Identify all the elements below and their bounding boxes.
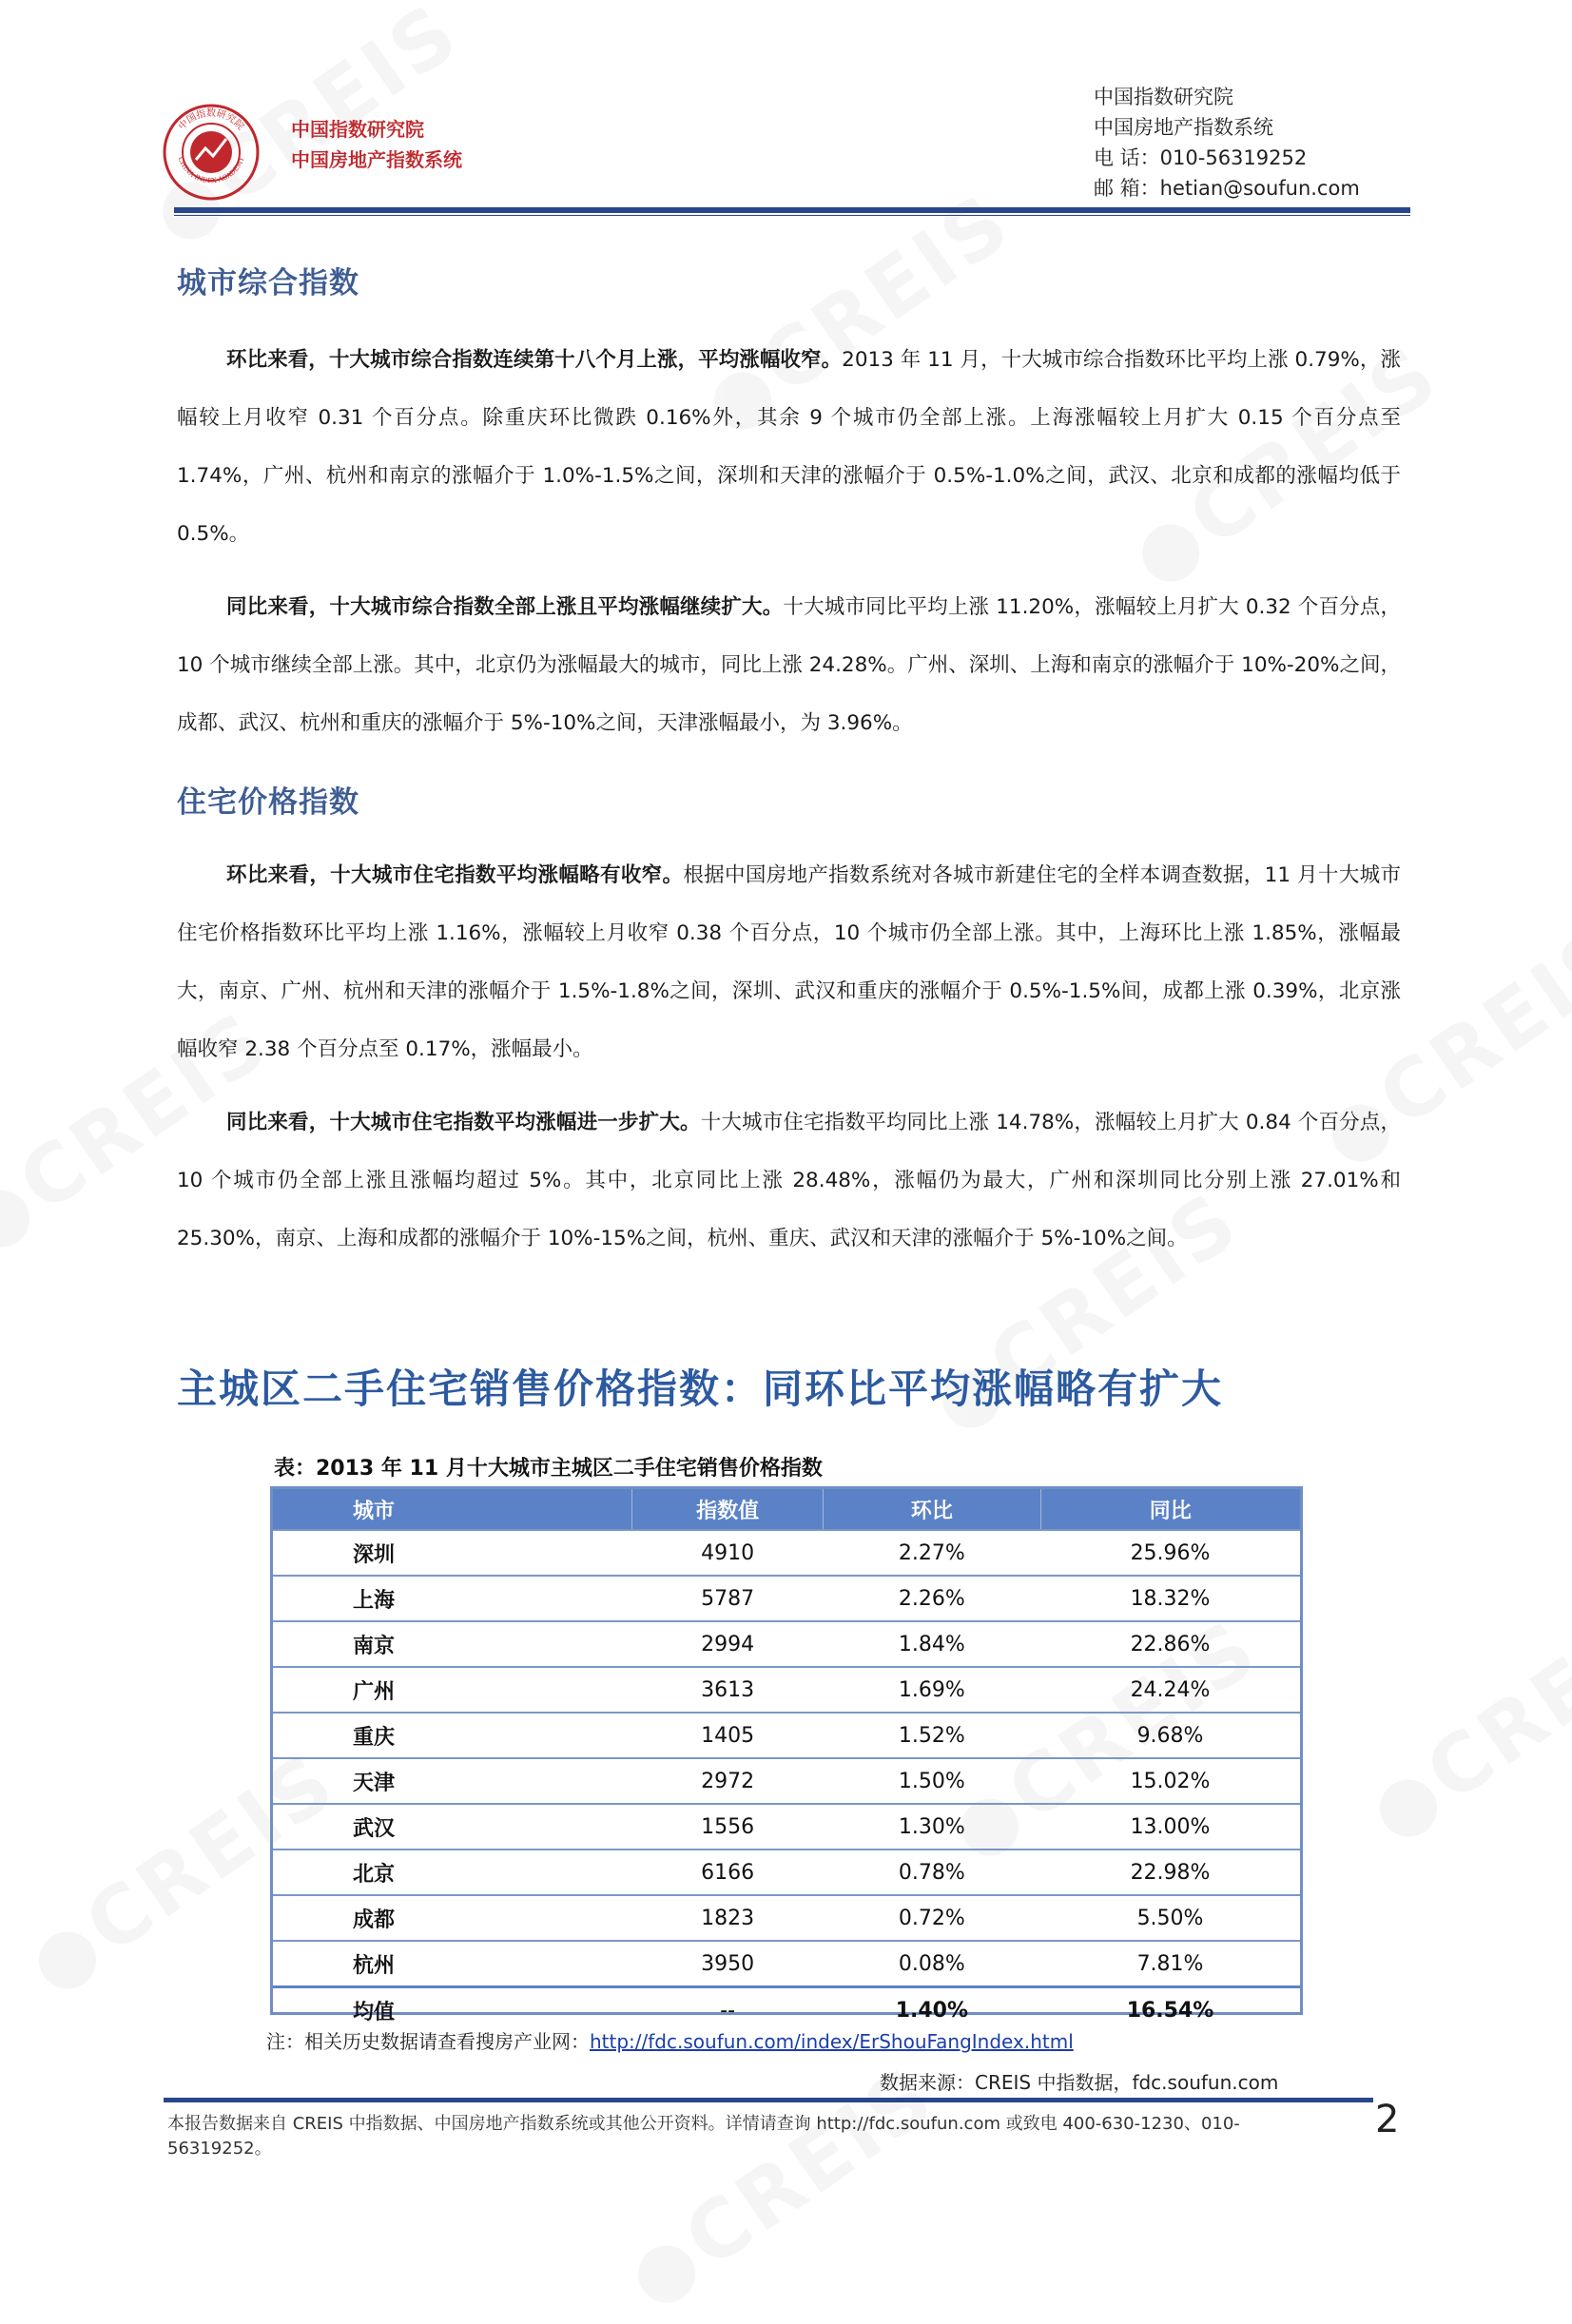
logo-org-text: 中国指数研究院 <box>176 108 246 132</box>
section-title-residential-price: 住宅价格指数 <box>177 785 359 820</box>
cell-index: 1823 <box>632 1895 824 1941</box>
cell-yoy: 18.32% <box>1040 1576 1300 1621</box>
table-row <box>273 1850 1300 1895</box>
header-system-name: 中国房地产指数系统 <box>291 148 462 171</box>
table-row <box>273 1941 1300 1987</box>
table-row <box>273 1530 1300 1576</box>
table-row <box>273 1804 1300 1850</box>
cell-mom: 2.27% <box>824 1530 1040 1576</box>
header-org-name: 中国指数研究院 <box>291 118 424 141</box>
table-row <box>273 1667 1300 1713</box>
watermark <box>1355 1582 1572 1858</box>
cell-index: 1405 <box>632 1713 824 1758</box>
cell-index: 4910 <box>632 1530 824 1576</box>
cell-index: 2994 <box>632 1621 824 1667</box>
cell-mean-index: -- <box>632 1987 824 2033</box>
table-row <box>273 1895 1300 1941</box>
header-email: 邮 箱：hetian@soufun.com <box>1094 177 1360 200</box>
svg-text:中国指数研究院 <box>175 107 246 132</box>
cell-city: 广州 <box>273 1667 632 1713</box>
header-right-system: 中国房地产指数系统 <box>1094 116 1273 139</box>
paragraph-body: 十大城市住宅指数平均同比上涨 14.78%，涨幅较上月扩大 0.84 个百分点，10 个城市仍全部上涨且涨幅均超过 5%。其中，北京同比上涨 28.48%，涨幅仍为最大，广州和深圳同比分别上涨 27.01%和 25.30%，南京、上海和成都的涨幅介于 10%-15%之间，杭州、重庆、武汉和天津的涨幅介于 5%-10%之间。 <box>177 1111 1401 1250</box>
col-header-yoy: 同比 <box>1040 1489 1300 1530</box>
cell-mom: 1.30% <box>824 1804 1040 1850</box>
cell-yoy: 22.86% <box>1040 1621 1300 1667</box>
cell-mom: 0.08% <box>824 1941 1040 1987</box>
cell-mom: 1.52% <box>824 1713 1040 1758</box>
cell-yoy: 5.50% <box>1040 1895 1300 1941</box>
footer-text: 本报告数据来自 CREIS 中指数据、中国房地产指数系统或其他公开资料。详情请查询 http://fdc.soufun.com 或致电 400-630-1230、010-56319252。 <box>167 2114 1240 2159</box>
cell-mom: 1.84% <box>824 1621 1040 1667</box>
cell-city: 武汉 <box>273 1804 632 1850</box>
logo-caption-text: CHINA INDEX ACADEMY <box>176 156 246 185</box>
cell-yoy: 25.96% <box>1040 1530 1300 1576</box>
cell-city: 南京 <box>273 1621 632 1667</box>
table-row <box>273 1713 1300 1758</box>
cell-mom: 0.72% <box>824 1895 1040 1941</box>
cell-city: 重庆 <box>273 1713 632 1758</box>
paragraph <box>177 1094 1401 1268</box>
paragraph-lead: 同比来看，十大城市住宅指数平均涨幅进一步扩大。 <box>226 1111 701 1134</box>
col-header-city: 城市 <box>273 1489 632 1530</box>
paragraph <box>177 331 1401 563</box>
history-data-link[interactable]: http://fdc.soufun.com/index/ErShouFangIndex.html <box>590 2030 1074 2053</box>
paragraph-body: 2013 年 11 月，十大城市综合指数环比平均上涨 0.79%，涨幅较上月收窄 0.31 个百分点。除重庆环比微跌 0.16%外，其余 9 个城市仍全部上涨。上海涨幅较上月扩大 0.15 个百分点至 1.74%，广州、杭州和南京的涨幅介于 1.0%-1.5%之间，深圳和天津的涨幅介于 0.5%-1.0%之间，武汉、北京和成都的涨幅均低于 0.5%。 <box>177 348 1401 546</box>
cell-city: 深圳 <box>273 1530 632 1576</box>
section-title-city-composite: 城市综合指数 <box>177 266 359 300</box>
cell-index: 1556 <box>632 1804 824 1850</box>
cell-mom: 1.50% <box>824 1758 1040 1804</box>
cell-mom: 1.69% <box>824 1667 1040 1713</box>
table-row <box>273 1758 1300 1804</box>
table-mean-row <box>273 1987 1300 2033</box>
col-header-index: 指数值 <box>632 1489 824 1530</box>
page-number: 2 <box>1375 2098 1400 2141</box>
cell-yoy: 7.81% <box>1040 1941 1300 1987</box>
cell-mom: 0.78% <box>824 1850 1040 1895</box>
header-rule <box>174 207 1410 213</box>
table-note <box>266 2026 1074 2054</box>
cell-city: 成都 <box>273 1895 632 1941</box>
cell-city: 上海 <box>273 1576 632 1621</box>
paragraph-lead: 环比来看，十大城市住宅指数平均涨幅略有收窄。 <box>226 863 684 887</box>
paragraph-lead: 同比来看，十大城市综合指数全部上涨且平均涨幅继续扩大。 <box>226 595 784 619</box>
cell-city: 杭州 <box>273 1941 632 1987</box>
cell-yoy: 24.24% <box>1040 1667 1300 1713</box>
col-header-mom: 环比 <box>824 1489 1040 1530</box>
paragraph-body: 十大城市同比平均上涨 11.20%，涨幅较上月扩大 0.32 个百分点，10 个城市继续全部上涨。其中，北京仍为涨幅最大的城市，同比上涨 24.28%。广州、深圳、上海和南京的涨幅介于 10%-20%之间，成都、武汉、杭州和重庆的涨幅介于 5%-10%之间，天津涨幅最小，为 3.96%。 <box>177 595 1401 735</box>
data-source: 数据来源：CREIS 中指数据，fdc.soufun.com <box>880 2071 1279 2094</box>
cell-city: 北京 <box>273 1850 632 1895</box>
table-row <box>273 1576 1300 1621</box>
index-table <box>270 1486 1303 2024</box>
cell-yoy: 15.02% <box>1040 1758 1300 1804</box>
table-caption: 表：2013 年 11 月十大城市主城区二手住宅销售价格指数 <box>274 1457 823 1481</box>
cell-index: 3613 <box>632 1667 824 1713</box>
cell-city: 天津 <box>273 1758 632 1804</box>
paragraph <box>177 578 1401 752</box>
paragraph-body: 根据中国房地产指数系统对各城市新建住宅的全样本调查数据，11 月十大城市住宅价格指数环比平均上涨 1.16%，涨幅较上月收窄 0.38 个百分点，10 个城市仍全部上涨。其中，上海环比上涨 1.85%，涨幅最大，南京、广州、杭州和天津的涨幅介于 1.5%-1.8%之间，深圳、武汉和重庆的涨幅介于 0.5%-1.5%间，成都上涨 0.39%，北京涨幅收窄 2.38 个百分点至 0.17%，涨幅最小。 <box>177 863 1401 1061</box>
note-prefix: 注：相关历史数据请查看搜房产业网： <box>266 2030 590 2053</box>
header-phone: 电 话：010-56319252 <box>1094 146 1308 169</box>
cell-yoy: 13.00% <box>1040 1804 1300 1850</box>
table-header-row <box>273 1489 1300 1530</box>
cell-mean-label: 均值 <box>273 1987 632 2033</box>
header-rule-thin <box>174 215 1410 216</box>
header-right-org: 中国指数研究院 <box>1094 86 1233 108</box>
cell-index: 6166 <box>632 1850 824 1895</box>
paragraph <box>177 846 1401 1078</box>
cell-mom: 2.26% <box>824 1576 1040 1621</box>
cell-index: 2972 <box>632 1758 824 1804</box>
cell-yoy: 9.68% <box>1040 1713 1300 1758</box>
footer-rule <box>164 2098 1373 2102</box>
table-row <box>273 1621 1300 1667</box>
cell-mean-mom: 1.40% <box>824 1987 1040 2033</box>
china-index-academy-logo <box>162 103 261 202</box>
cell-yoy: 22.98% <box>1040 1850 1300 1895</box>
paragraph-lead: 环比来看，十大城市综合指数连续第十八个月上涨，平均涨幅收窄。 <box>226 348 843 372</box>
section-title-secondhand-index: 主城区二手住宅销售价格指数：同环比平均涨幅略有扩大 <box>177 1365 1224 1412</box>
cell-index: 3950 <box>632 1941 824 1987</box>
cell-index: 5787 <box>632 1576 824 1621</box>
cell-mean-yoy: 16.54% <box>1040 1987 1300 2033</box>
